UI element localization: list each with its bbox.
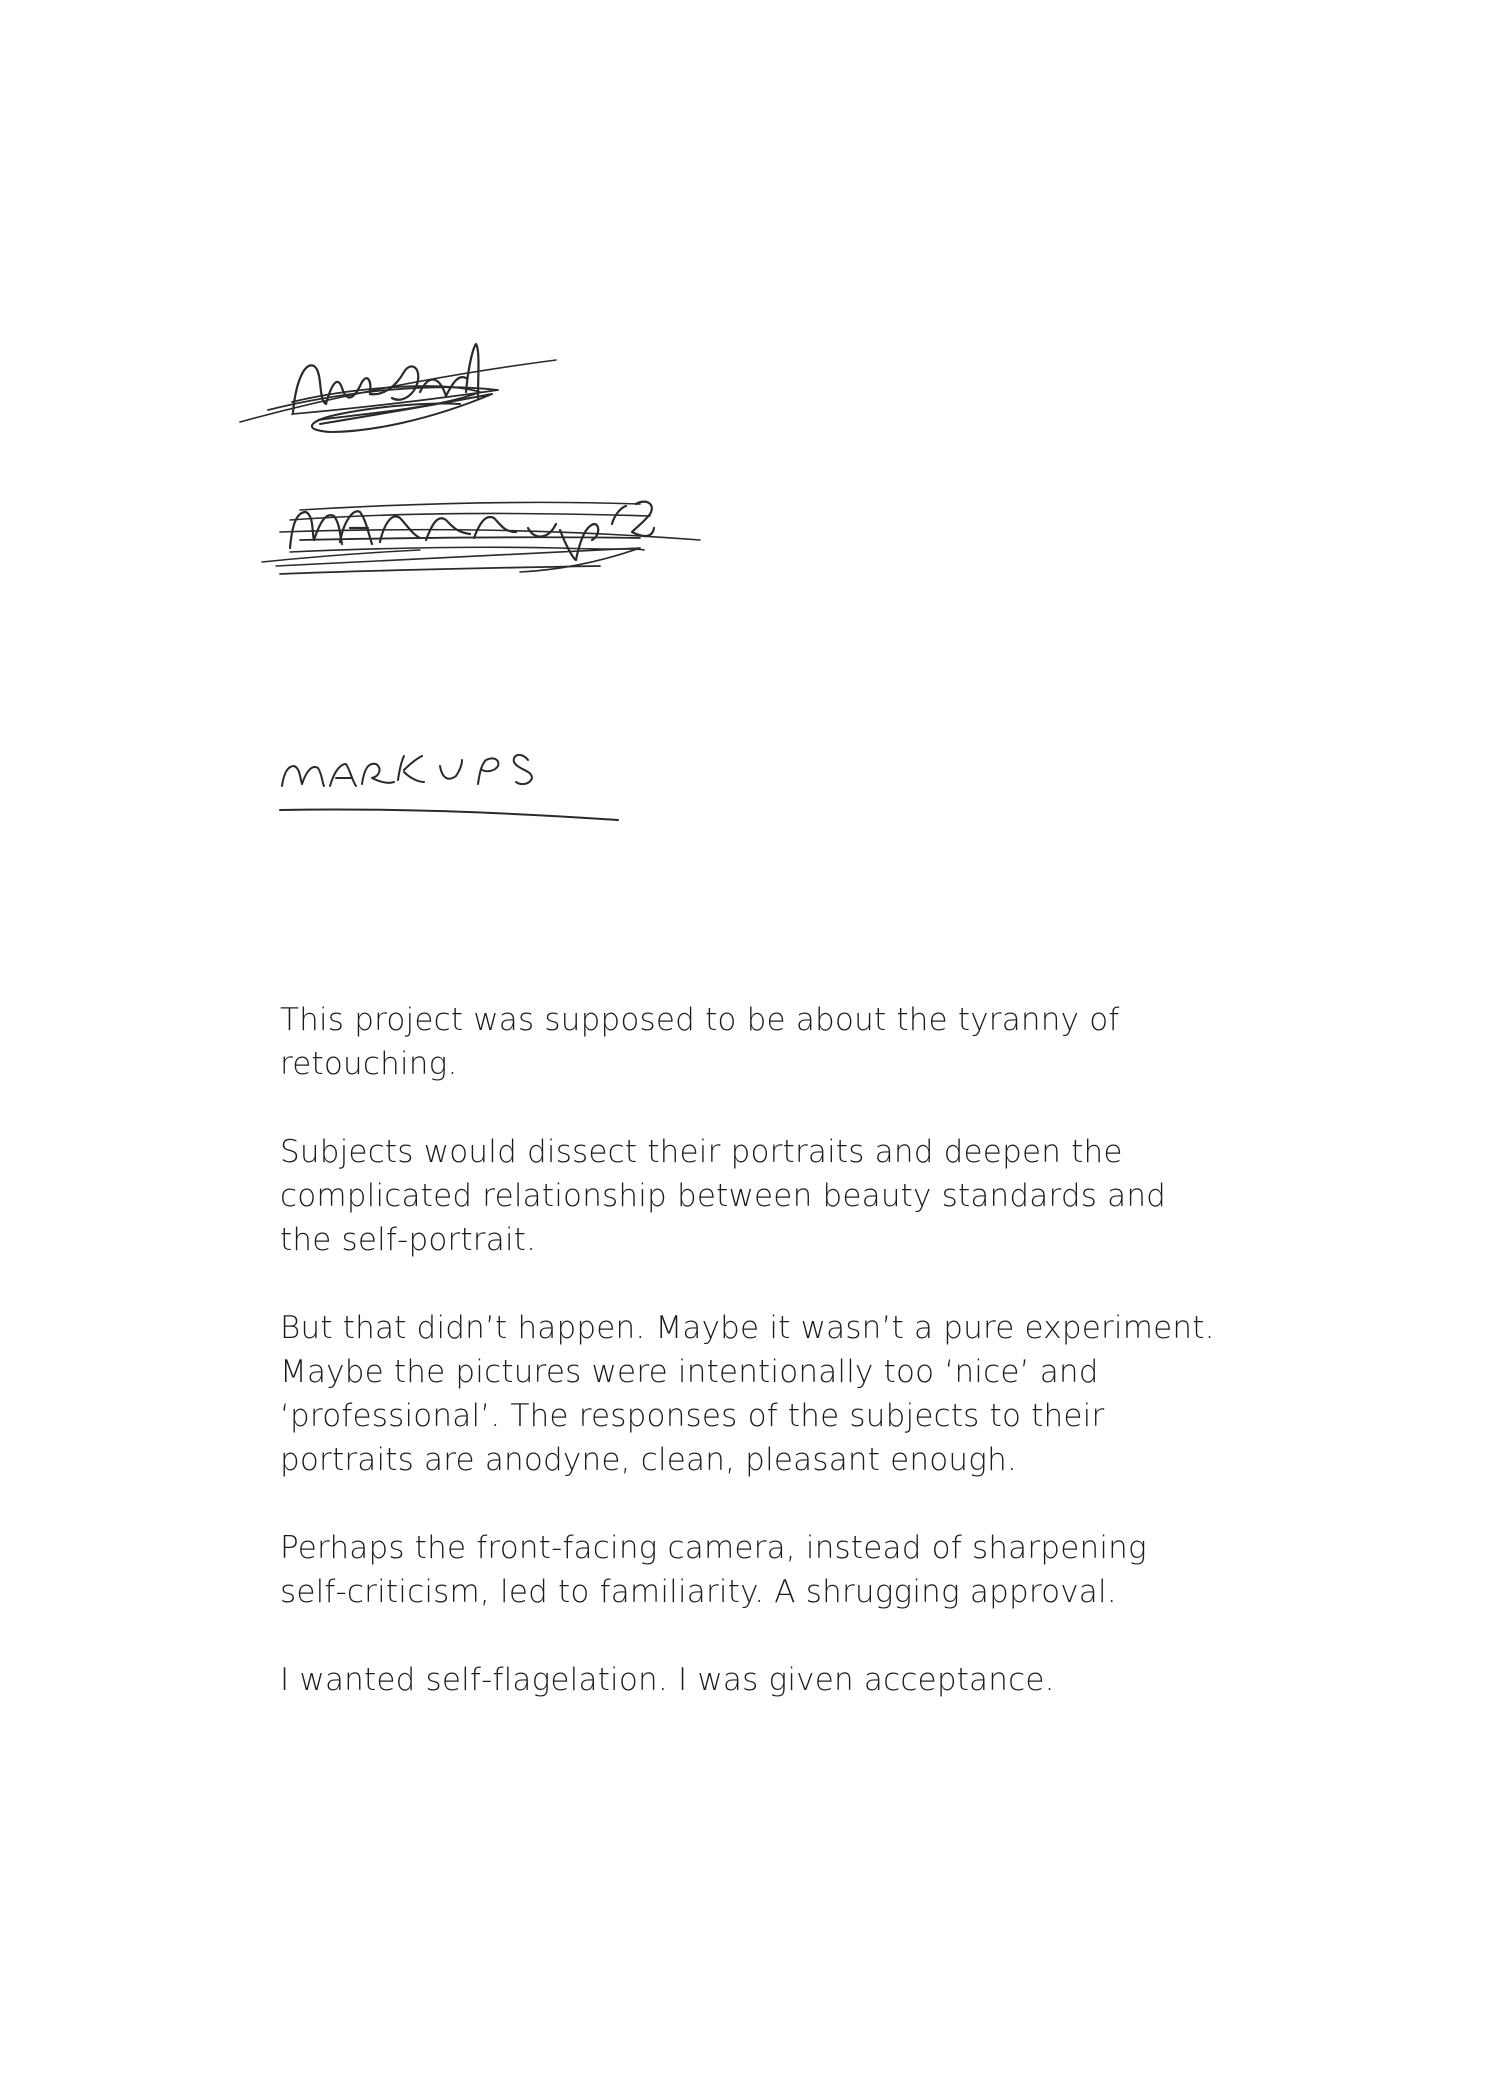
handwritten-title-drawing [0,0,1500,900]
crossed-out-word-1 [240,344,556,432]
statement-body [280,998,1240,1702]
paragraph-3: But that didn’t happen. Maybe it wasn’t a pure experiment. Maybe the pictures were intentionally too ‘nice’ and ‘professional’. The responses of the subjects to their portraits are anodyne, clean, pleasant enough. [280,1310,1215,1478]
paragraph-1: This project was supposed to be about the tyranny of retouching. [280,1002,1120,1082]
crossed-out-word-2 [262,502,700,574]
paragraph-2: Subjects would dissect their portraits and deepen the complicated relationship between beauty standards and the self-portrait. [280,1134,1167,1258]
paragraph-5: I wanted self-flagelation. I was given acceptance. [280,1662,1055,1698]
paragraph-4: Perhaps the front-facing camera, instead of sharpening self-criticism, led to familiarity. A shrugging approval. [280,1530,1147,1610]
final-title-handwriting [280,755,618,820]
